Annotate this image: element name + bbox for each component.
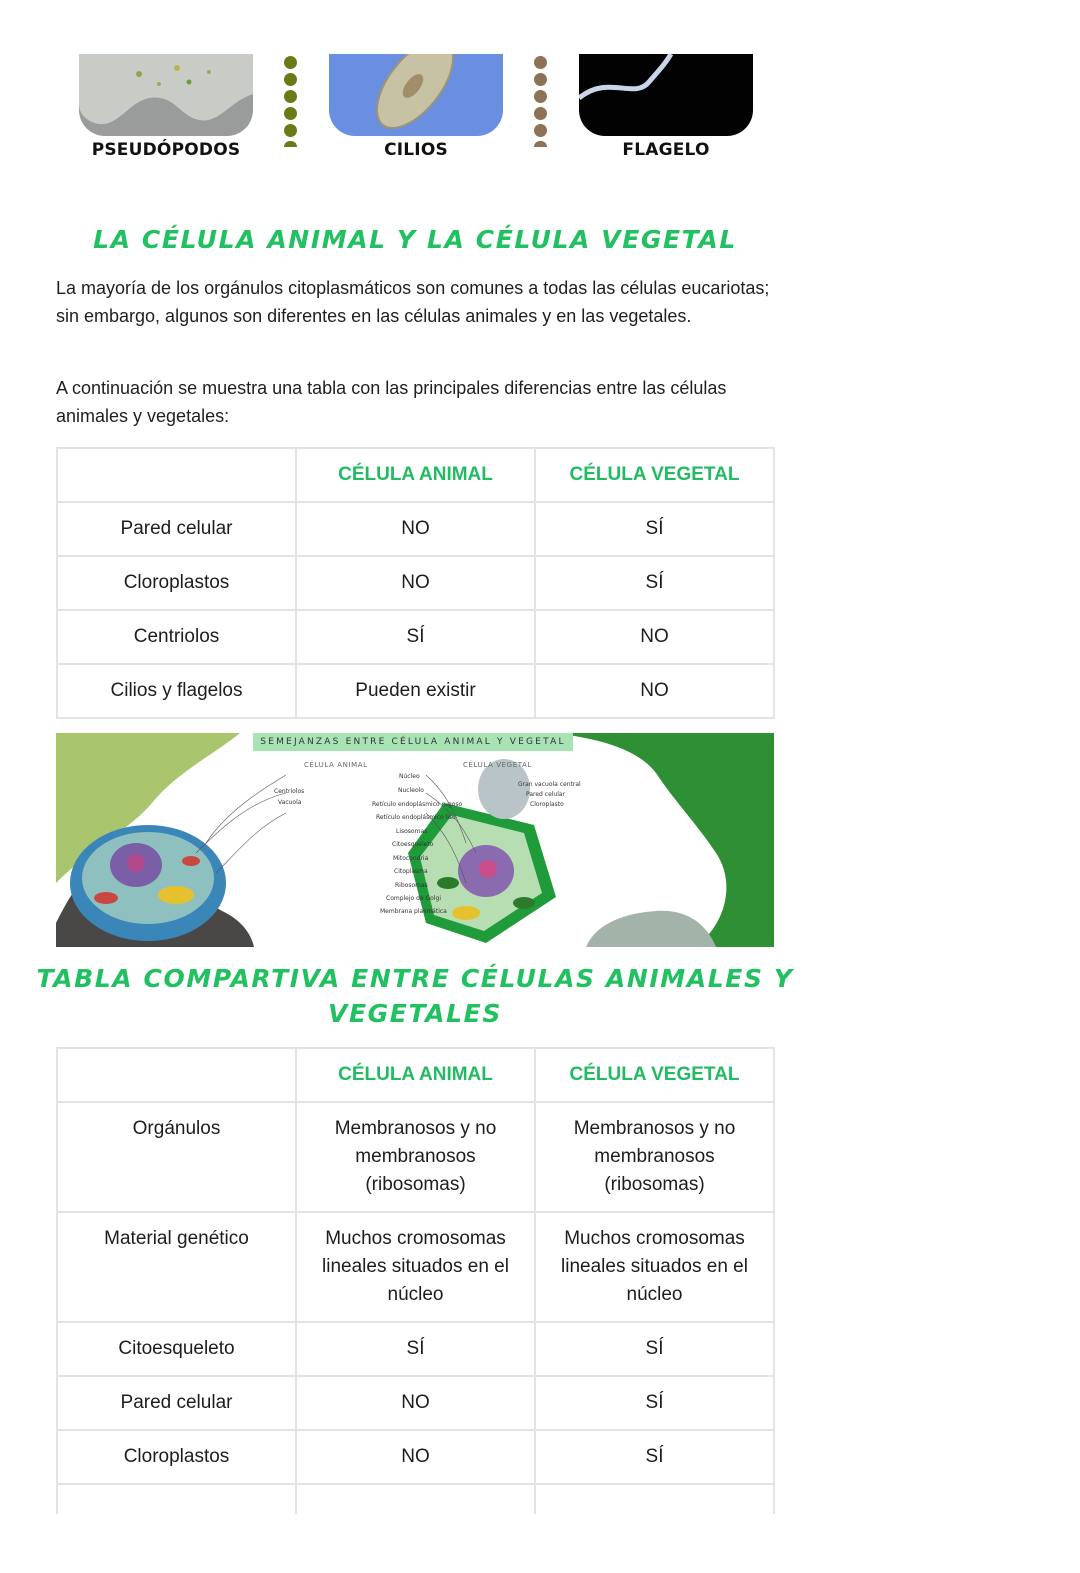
table-row [57,556,774,610]
table-cell: SÍ [535,1376,774,1430]
cilios-label: CILIOS [384,140,448,160]
organelle-label: Membrana plasmática [380,908,447,915]
divider-dots-2 [534,56,548,151]
table-cell: Centriolos [57,610,296,664]
comparison-title-line-2: VEGETALES [328,999,502,1028]
table-cell: Pared celular [57,502,296,556]
table-cell: SÍ [535,1322,774,1376]
table-row [57,1430,774,1484]
banner-title: SEMEJANZAS ENTRE CÉLULA ANIMAL Y VEGETAL [253,733,573,751]
table-row [57,610,774,664]
organelle-label: Nucleolo [398,787,424,794]
table-header-cell: CÉLULA VEGETAL [535,448,774,502]
plant-cell-label: CÉLULA VEGETAL [463,761,532,769]
organelle-label: Citoesqueleto [392,841,434,848]
divider-dots-1 [284,56,298,151]
organelle-label: Gran vacuola central [518,781,581,788]
table-cell: Orgánulos [57,1102,296,1212]
table-cell: Citoesqueleto [57,1322,296,1376]
table-header-row [57,1048,774,1102]
organelle-label: Centriolos [274,788,305,795]
table-row [57,1322,774,1376]
table-cell: Cloroplastos [57,556,296,610]
table-cell: NO [535,610,774,664]
table-cell: NO [296,1430,535,1484]
organelle-label: Lisosomas [396,828,428,835]
table-cell: SÍ [296,1322,535,1376]
table-cell: SÍ [535,1430,774,1484]
section-title: LA CÉLULA ANIMAL Y LA CÉLULA VEGETAL [93,225,737,254]
organelle-label: Mitocondria [393,855,429,862]
table-cell: Pueden existir [296,664,535,718]
organelle-label: Pared celular [526,791,566,798]
table-cell: NO [296,502,535,556]
organelle-label: Retículo endoplásmico liso [376,814,456,821]
table-row [57,1212,774,1322]
table-cell: SÍ [535,556,774,610]
pseudopodos-image [79,54,253,136]
table-cell: Cloroplastos [57,1430,296,1484]
table-row [57,1484,774,1514]
table-cell: NO [535,664,774,718]
table-cell: NO [296,1376,535,1430]
table-cell: Membranosos y no membranosos (ribosomas) [296,1102,535,1212]
organelle-label: Retículo endoplásmico rugoso [372,801,463,808]
table-header-cell [57,1048,296,1102]
table-row [57,1102,774,1212]
table-cell: Muchos cromosomas lineales situados en el núcleo [535,1212,774,1322]
differences-table [56,447,775,719]
table-header-cell: CÉLULA ANIMAL [296,1048,535,1102]
table-cell [535,1484,774,1514]
table-cell [296,1484,535,1514]
organelle-label: Núcleo [399,773,420,780]
flagelo-label: FLAGELO [622,140,710,160]
table-cell: SÍ [296,610,535,664]
comparison-title-line-1: TABLA COMPARTIVA ENTRE CÉLULAS ANIMALES Y [36,964,794,993]
pseudopodos-label: PSEUDÓPODOS [91,140,241,160]
table-header-cell: CÉLULA ANIMAL [296,448,535,502]
table-cell: Muchos cromosomas lineales situados en el núcleo [296,1212,535,1322]
table-cell: Pared celular [57,1376,296,1430]
table-header-cell: CÉLULA VEGETAL [535,1048,774,1102]
cilios-image [329,54,503,136]
table-cell [57,1484,296,1514]
animal-cell-label: CÉLULA ANIMAL [304,761,368,769]
locomotion-strip [0,54,1080,164]
flagelo-image [579,54,753,136]
table-intro-paragraph: A continuación se muestra una tabla con las principales diferencias entre las células animales y vegetales: [56,378,727,426]
table-cell: SÍ [535,502,774,556]
table-row [57,664,774,718]
organelle-label: Citoplasma [394,868,428,875]
table-cell: NO [296,556,535,610]
organelle-label: Cloroplasto [530,801,564,808]
table-header-cell [57,448,296,502]
table-cell: Material genético [57,1212,296,1322]
table-row [57,502,774,556]
table-header-row [57,448,774,502]
table-cell: Cilios y flagelos [57,664,296,718]
cell-similarities-banner [56,733,774,947]
comparison-table [56,1047,775,1514]
table-cell: Membranosos y no membranosos (ribosomas) [535,1102,774,1212]
organelle-label: Complejo de Golgi [386,895,441,902]
intro-paragraph: La mayoría de los orgánulos citoplasmáticos son comunes a todas las células eucariotas; sin embargo, algunos son diferentes en las células animales y en las vegetales. [56,278,770,326]
organelle-label: Ribosomas [395,882,428,889]
table-row [57,1376,774,1430]
organelle-label: Vacuola [278,799,302,806]
